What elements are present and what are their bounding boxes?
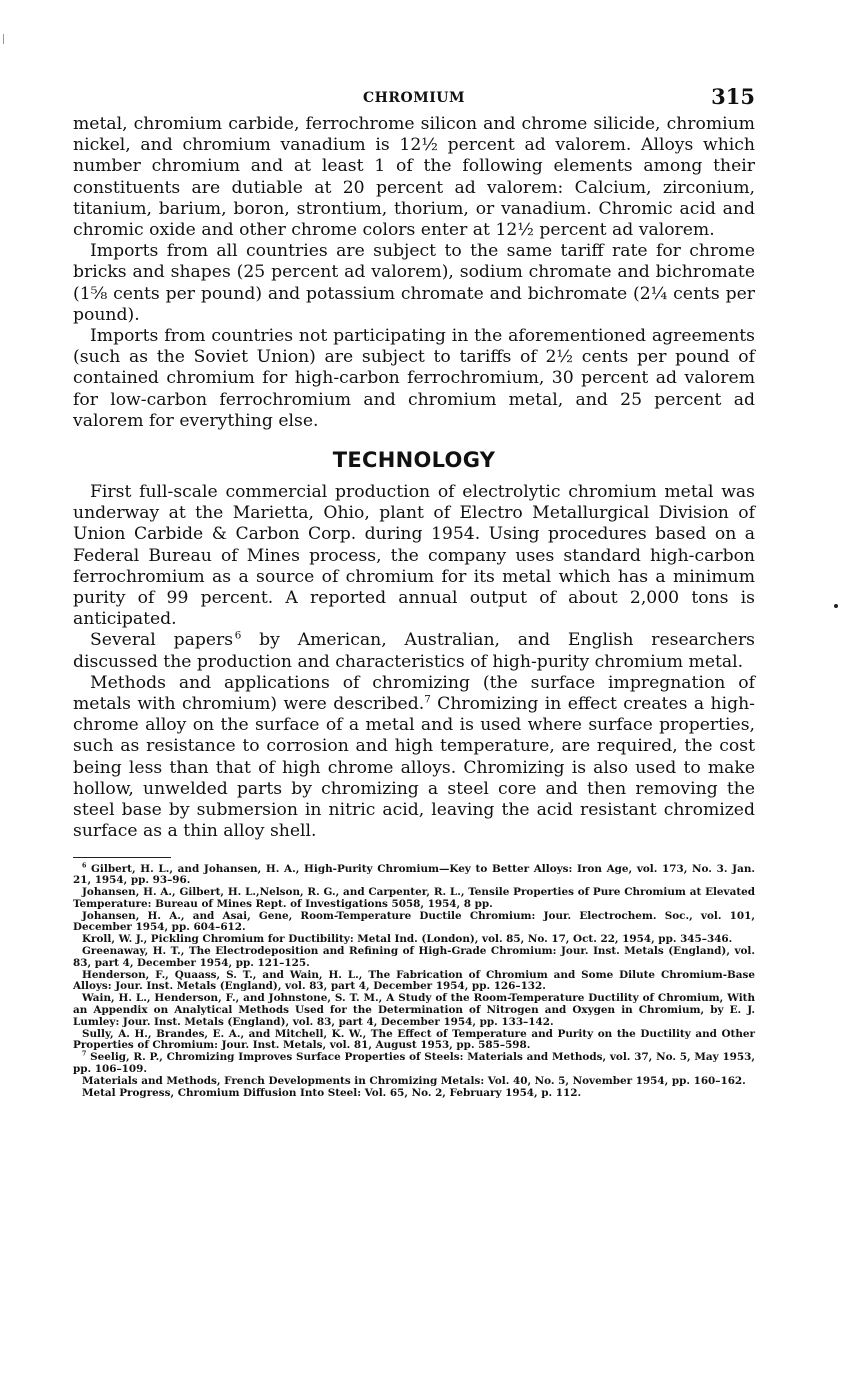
footnote-6 bbox=[73, 864, 755, 888]
footnote-rule bbox=[73, 857, 171, 858]
footnote-entry: Greenaway, H. T., The Electrodeposition and Refining of High-Grade Chromium: Jour. Inst. Metals (England), vol. 83, part 4, December 1954, pp. 121–125. bbox=[73, 945, 755, 969]
paragraph-imports-nonparticipating: Imports from countries not participating in the aforementioned agreements (such as the Soviet Union) are subject to tariffs of 2½ cents per pound of contained chromium for high-carbon ferrochromium, 30 percent ad valorem for low-carbon ferrochromium and chromium metal, and 25 percent ad valorem for everything else. bbox=[73, 326, 755, 431]
footnotes bbox=[73, 864, 755, 1100]
paragraph-text: Methods and applications of chromizing (the surface impregnation of metals with chromium) were described. bbox=[73, 672, 755, 715]
paragraph-high-purity-papers bbox=[73, 630, 755, 672]
paragraph-imports-all-countries: Imports from all countries are subject to the same tariff rate for chrome bricks and shapes (25 percent ad valorem), sodium chromate and bichromate (1⅝ cents per pound) and potassium chromate and bichromate (2¼ cents per pound). bbox=[73, 241, 755, 325]
footnote-marker-7: 7 bbox=[82, 1050, 87, 1058]
body-text bbox=[73, 114, 755, 843]
paragraph-tariff-continued: metal, chromium carbide, ferrochrome silicon and chrome silicide, chromium nickel, and chromium vanadium is 12½ percent ad valorem. Alloys which number chromium and at least 1 of the following elements among their constituents are dutiable at 20 percent ad valorem: Calcium, zirconium, titanium, barium, boron, strontium, thorium, or vanadium. Chromic acid and chromic oxide and other chrome colors enter at 12½ percent ad valorem. bbox=[73, 114, 755, 241]
paragraph-text: Chromizing in effect creates a high-chrome alloy on the surface of a metal and is used where surface properties, such as resistance to corrosion and high temperature, are required, the cost being less than that of high chrome alloys. Chromizing is also used to make hollow, unwelded parts by chromizing a steel core and then removing the steel base by submersion in nitric acid, leaving the acid resistant chromized surface as a thin alloy shell. bbox=[73, 694, 755, 842]
footnote-entry: Materials and Methods, French Developments in Chromizing Metals: Vol. 40, No. 5, November 1954, pp. 160–162. bbox=[82, 1074, 746, 1087]
footnote-entry: Henderson, F., Quaass, S. T., and Wain, H. L., The Fabrication of Chromium and Some Dilute Chromium-Base Alloys: Jour. Inst. Metals (England), vol. 83, part 4, December 1954, pp. 126–132. bbox=[73, 968, 755, 993]
footnote-entry: Sully, A. H., Brandes, E. A., and Mitchell, K. W., The Effect of Temperature and Purity on the Ductility and Other Properties of Chromium: Jour. Inst. Metals, vol. 81, August 1953, pp. 585–598. bbox=[73, 1027, 755, 1052]
footnote-marker-6: 6 bbox=[82, 862, 87, 870]
footnote-text: Gilbert, H. L., and Johansen, H. A., High-Purity Chromium—Key to Better Alloys: Iron Age, vol. 173, No. 3. Jan. 21, 1954, pp. 93–96. bbox=[73, 862, 755, 887]
document-page bbox=[73, 84, 755, 1099]
section-heading: TECHNOLOGY bbox=[332, 448, 496, 473]
paragraph-text: by American, Australian, and English researchers discussed the production and characteristics of high-purity chromium metal. bbox=[73, 630, 755, 672]
running-head bbox=[73, 84, 755, 114]
footnote-ref-6: 6 bbox=[234, 629, 242, 642]
footnote-ref-7: 7 bbox=[424, 693, 431, 706]
footnote-7 bbox=[73, 1052, 755, 1076]
running-title: CHROMIUM bbox=[363, 90, 465, 106]
footnote-entry: Metal Progress, Chromium Diffusion Into Steel: Vol. 65, No. 2, February 1954, p. 112. bbox=[82, 1086, 582, 1099]
scan-edge-mark bbox=[3, 34, 4, 44]
paragraph-electrolytic-production: First full-scale commercial production of electrolytic chromium metal was underway at the Marietta, Ohio, plant of Electro Metallurgical Division of Union Carbide & Carbon Corp. during 1954. Using procedures based on a Federal Bureau of Mines process, the company uses standard high-carbon ferrochromium as a source of chromium for its metal which has a minimum purity of 99 percent. A reported annual output of about 2,000 tons is anticipated. bbox=[73, 482, 755, 630]
footnote-entry: Johansen, H. A., Gilbert, H. L.,Nelson, R. G., and Carpenter, R. L., Tensile Properties of Pure Chromium at Elevated Temperature: Bureau of Mines Rept. of Investigations 5058, 1954, 8 pp. bbox=[73, 886, 755, 910]
footnote-entry: Kroll, W. J., Pickling Chromium for Ductibility: Metal Ind. (London), vol. 85, No. 17, Oct. 22, 1954, pp. 345–346. bbox=[82, 933, 733, 946]
paragraph-chromizing bbox=[73, 673, 755, 843]
page-number: 315 bbox=[711, 84, 755, 109]
footnote-entry: Wain, H. L., Henderson, F., and Johnstone, S. T. M., A Study of the Room-Temperature Ductility of Chromium, With an Appendix on Analytical Methods Used for the Determination of Nitrogen and Oxygen in Chromium, by E. J. Lumley: Jour. Inst. Metals (England), vol. 83, part 4, December 1954, pp. 133–142. bbox=[73, 992, 755, 1028]
footnote-entry: Johansen, H. A., and Asai, Gene, Room-Temperature Ductile Chromium: Jour. Electrochem. Soc., vol. 101, December 1954, pp. 604–612. bbox=[73, 909, 755, 934]
paragraph-text: Several papers bbox=[90, 630, 234, 651]
footnote-text: Seelig, R. P., Chromizing Improves Surface Properties of Steels: Materials and Methods, vol. 37, No. 5, May 1953, pp. 106–109. bbox=[73, 1051, 755, 1076]
scan-speck bbox=[834, 604, 838, 608]
